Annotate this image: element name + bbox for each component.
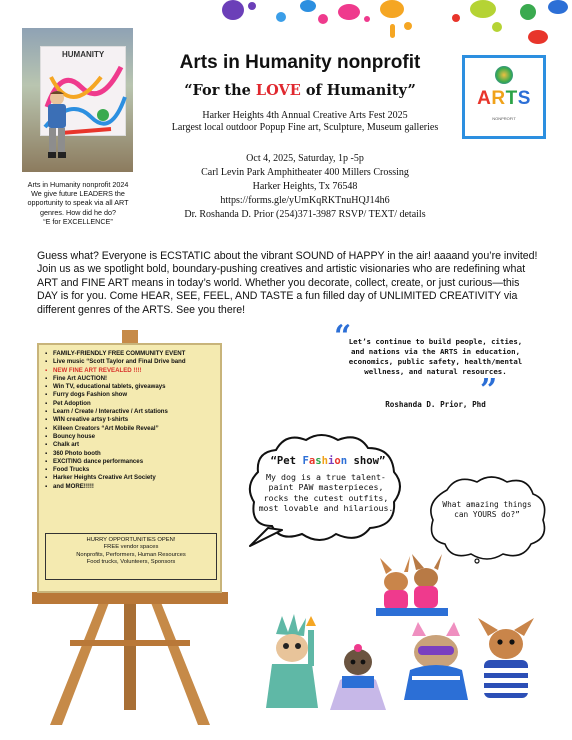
list-item: ▪ 360 Photo booth [44, 450, 219, 458]
list-item: ▪ Pet Adoption [44, 400, 219, 408]
list-item: ▪ EXCITING dance performances [44, 458, 219, 466]
logo-subtitle: NONPROFIT [492, 116, 516, 121]
pet-show-title: “Pet Fashion show” [270, 455, 386, 467]
list-item: ▪ Food Trucks [44, 466, 219, 474]
list-item: ▪ FAMILY-FRIENDLY FREE COMMUNITY EVENT [44, 350, 219, 358]
opportunities-line: Nonprofits, Performers, Human Resources [76, 551, 186, 558]
features-list [44, 350, 219, 491]
striped-shirt-dog-illustration [470, 616, 542, 706]
list-item: ▪ Live music “Scott Taylor and Final Drive band [44, 358, 219, 366]
list-item: ▪ Learn / Create / Interactive / Art stations [44, 408, 219, 416]
photo-caption: Arts in Humanity nonprofit 2024 We give future LEADERS the opportunity to speak via all ART genres. How did he do? “E for EXCELLENCE” [27, 180, 129, 226]
event-venue: Carl Levin Park Amphitheater 400 Millers Crossing [201, 167, 409, 178]
opportunities-line: FREE vendor spaces [103, 544, 159, 551]
event-city: Harker Heights, Tx 76548 [252, 181, 358, 192]
contact-info: Dr. Roshanda D. Prior (254)371-3987 RSVP/ TEXT/ details [184, 209, 426, 220]
list-item: ▪ WIN creative artsy t-shirts [44, 416, 219, 424]
opportunities-line: Food trucks, Volunteers, Sponsors [86, 559, 176, 566]
opportunities-heading: HURRY OPPORTUNITIES OPEN! [86, 537, 176, 543]
event-name: Harker Heights 4th Annual Creative Arts Fest 2025 [202, 110, 408, 121]
list-item: ▪ Win TV, educational tablets, giveaways [44, 383, 219, 391]
page-title: Arts in Humanity nonprofit [179, 52, 421, 73]
list-item: ▪ Bouncy house [44, 433, 219, 441]
dogs-on-bench-illustration [372, 552, 452, 620]
open-quote-icon: “ [334, 319, 352, 354]
list-item: ▪ Killeen Creators “Art Mobile Reveal” [44, 425, 219, 433]
child-figure [44, 90, 70, 160]
bulldog-illustration [398, 622, 474, 708]
rsvp-link[interactable]: https://forms.gle/yUmKqRKTnuHQJ14h6 [220, 195, 390, 206]
liberty-dog-illustration [252, 612, 330, 712]
list-item: ▪ Fine Art AUCTION! [44, 375, 219, 383]
yorkie-dog-illustration [324, 640, 394, 718]
question-text: What amazing things can YOURS do?” [442, 500, 532, 520]
photo-banner-text: HUMANITY [62, 50, 105, 59]
quote-text: Let’s continue to build people, cities, and nations via the ARTS in education, economics, public safety, health/mental wellness, and natural resources. [348, 337, 523, 376]
event-date-time: Oct 4, 2025, Saturday, 1p -5p [246, 153, 364, 164]
arts-logo [462, 55, 546, 139]
opportunities-box [45, 533, 217, 580]
list-item: ▪ NEW FINE ART REVEALED !!!! [44, 367, 219, 375]
child-painting-photo [22, 28, 133, 172]
list-item: ▪ Chalk art [44, 441, 219, 449]
list-item: ▪ Furry dogs Fashion show [44, 391, 219, 399]
pet-show-text: My dog is a true talent-paint PAW masterpieces, rocks the cutest outfits, most lovable and hilarious. [258, 472, 394, 514]
intro-paragraph: Guess what? Everyone is ECSTATIC about the vibrant SOUND of HAPPY in the air! aaaand you’re invited! Join us as we spotlight bold, boundary-pushing creatives and artistic visionaries who are redefining what ART and FINE ART means in today’s world. Whether you decorate, collect, create, or just curious—this DAY is for you. Come HEAR, SEE, FEEL, AND TASTE a fun filled day of UNLIMITED CREATIVITY via different genres of the ARTS. See you there! [37, 250, 538, 316]
list-item: ▪ and MORE!!!!! [44, 483, 219, 491]
tagline: “For the LOVE of Humanity” [184, 82, 416, 99]
event-description: Largest local outdoor Popup Fine art, Sculpture, Museum galleries [171, 122, 439, 133]
love-word: LOVE [255, 82, 301, 99]
logo-letters: ARTS [477, 88, 531, 109]
list-item: ▪ Harker Heights Creative Art Society [44, 474, 219, 482]
quote-author: Roshanda D. Prior, Phd [385, 400, 486, 409]
logo-emblem-icon [495, 66, 513, 84]
close-quote-icon: ” [480, 373, 498, 408]
